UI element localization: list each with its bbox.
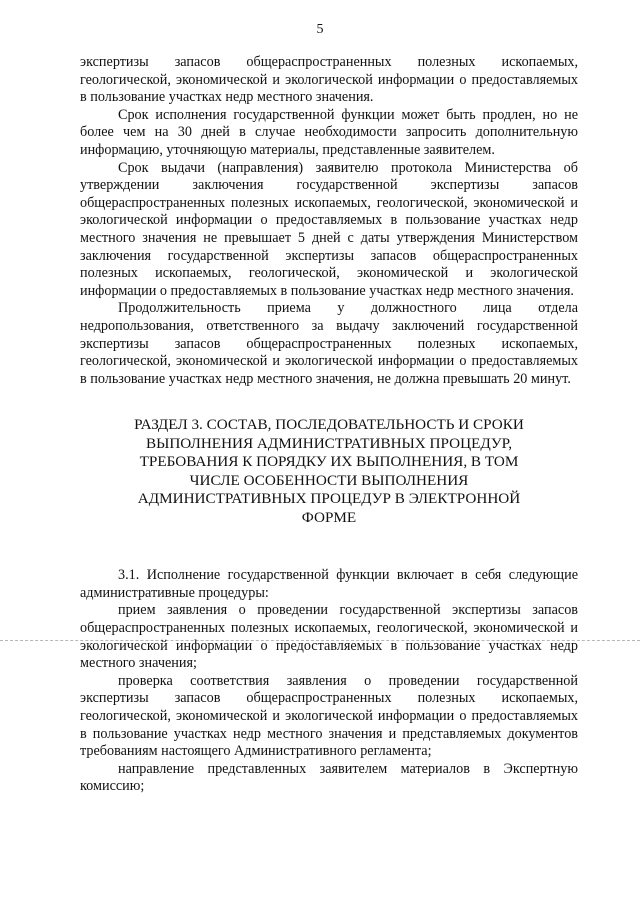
section-title: РАЗДЕЛ 3. СОСТАВ, ПОСЛЕДОВАТЕЛЬНОСТЬ И СРОКИ ВЫПОЛНЕНИЯ АДМИНИСТРАТИВНЫХ ПРОЦЕДУР, ТРЕБОВАНИЯ К ПОРЯДКУ ИХ ВЫПОЛНЕНИЯ, В ТОМ ЧИСЛЕ ОСОБЕННОСТИ ВЫПОЛНЕНИЯ АДМИНИСТРАТИВНЫХ ПРОЦЕДУР В ЭЛЕКТРОННОЙ ФОРМЕ: [134, 416, 524, 526]
document-body: [80, 54, 578, 796]
paragraph-procedures-intro: 3.1. Исполнение государственной функции включает в себя следующие административные процедуры:: [80, 567, 578, 601]
procedure-item-reception: прием заявления о проведении государственной экспертизы запасов общераспространенных полезных ископаемых, геологической, экономической и экологической информации о предоставляемых в пользование участках недр местного значения;: [80, 602, 578, 672]
paragraph-continuation: экспертизы запасов общераспространенных полезных ископаемых, геологической, экономической и экологической информации о предоставляемых в пользование участках недр местного значения.: [80, 54, 578, 106]
procedure-item-referral: направление представленных заявителем материалов в Экспертную комиссию;: [80, 760, 578, 795]
paragraph-extension-term: Срок исполнения государственной функции может быть продлен, но не более чем на 30 дней в случае необходимости запросить дополнительную информацию, уточняющую материалы, представленные заявителем.: [80, 106, 578, 158]
paragraph-reception-duration: Продолжительность приема у должностного лица отдела недропользования, ответственного за выдачу заключений государственной экспертизы запасов общераспространенных полезных ископаемых, геологической, экономической и экологической информации о предоставляемых в пользование участках недр местного значения, не должна превышать 20 минут.: [80, 300, 578, 387]
paragraph-protocol-term: Срок выдачи (направления) заявителю протокола Министерства об утверждении заключения государственной экспертизы запасов общераспространенных полезных ископаемых, геологической, экономической и экологической информации о предоставляемых в пользование участках недр местного значения не превышает 5 дней с даты утверждения Министерством заключения государственной экспертизы запасов общераспространенных полезных ископаемых, геологической, экономической и экологической информации о предоставляемых в пользование участках недр местного значения.: [80, 159, 578, 299]
page-number: 5: [316, 22, 324, 37]
procedure-item-verification: проверка соответствия заявления о проведении государственной экспертизы запасов общераспространенных полезных ископаемых, геологической, экономической и экологической информации о предоставляемых в пользование участках недр местного значения и представляемых документов требованиям настоящего Административного регламента;: [80, 672, 578, 760]
